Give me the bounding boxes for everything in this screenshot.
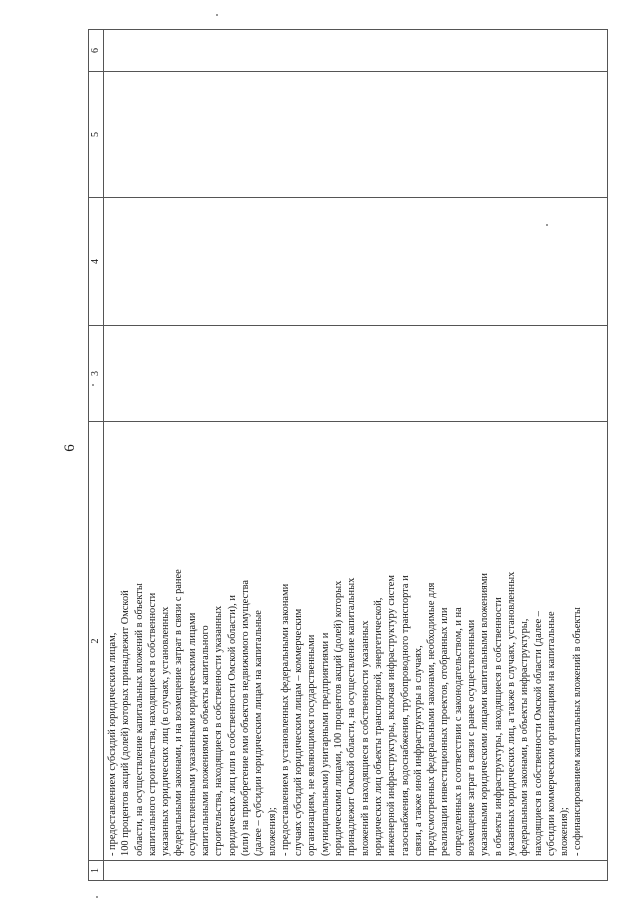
text-line: капитальными вложениями в объекты капитального bbox=[200, 625, 212, 856]
text-line: вложения); bbox=[266, 807, 278, 856]
text-line: строительства, находящиеся в собственности указанных bbox=[213, 605, 225, 856]
table-row bbox=[104, 30, 608, 881]
text-line: области, на осуществление капитальных вложений в объекты bbox=[133, 583, 145, 856]
text-line: в объекты инфраструктуры, находящиеся в собственности bbox=[492, 597, 504, 856]
column-header-3: 3 bbox=[89, 326, 104, 422]
text-line: вложений в находящиеся в собственности указанных bbox=[359, 620, 371, 856]
table-cell-col-4 bbox=[104, 198, 608, 326]
column-header-1: 1 bbox=[89, 861, 104, 881]
text-line: связи, а также иной инфраструктуры в случаях, bbox=[412, 645, 424, 856]
table-cell-col-1 bbox=[104, 861, 608, 881]
text-line: вложения); bbox=[559, 807, 571, 856]
text-line: капитального строительства, находящиеся в собственности bbox=[146, 592, 158, 856]
table-header-row bbox=[89, 30, 104, 881]
text-line: определенных в соответствии с законодательством, и на bbox=[452, 607, 464, 856]
text-line: 100 процентов акций (долей) которых принадлежит Омской bbox=[120, 590, 132, 856]
budget-table bbox=[88, 29, 608, 881]
page-number: 6 bbox=[62, 444, 78, 452]
text-line: реализации инвестиционных проектов, отобранных или bbox=[439, 607, 451, 856]
text-line: осуществленными указанными юридическими лицами bbox=[186, 612, 198, 856]
text-line: инженерной инфраструктуры, включая инфраструктуру систем bbox=[386, 575, 398, 856]
column-header-2: 2 bbox=[89, 422, 104, 861]
text-line: - предоставлением в установленных федеральными законами bbox=[279, 583, 291, 856]
text-line: субсидии коммерческим организациям на капитальные bbox=[545, 611, 557, 856]
text-line: (или) на приобретение ими объектов недвижимого имущества bbox=[239, 579, 251, 856]
scan-speck bbox=[216, 14, 218, 16]
text-line: юридических лиц объекты транспортной, энергетической, bbox=[372, 597, 384, 856]
text-line: юридических лиц или в собственности Омской области), и bbox=[226, 595, 238, 856]
table-cell-col-5 bbox=[104, 72, 608, 198]
text-line: указанных юридических лиц, а также в случаях, установленных bbox=[505, 571, 517, 856]
text-line: предусмотренных федеральными законами, необходимые для bbox=[426, 582, 438, 856]
text-line: газоснабжения, водоснабжения, трубопроводного транспорта и bbox=[399, 575, 411, 856]
column-header-4: 4 bbox=[89, 198, 104, 326]
text-line: организациям, не являющимся государственными bbox=[306, 634, 318, 856]
text-line: случаях субсидий юридическим лицам – коммерческим bbox=[293, 608, 305, 856]
table-cell-col-6 bbox=[104, 30, 608, 72]
text-line: находящиеся в собственности Омской области (далее – bbox=[532, 611, 544, 856]
column-header-6: 6 bbox=[89, 30, 104, 72]
table-cell-description bbox=[104, 422, 608, 861]
text-line: федеральными законами, и на возмещение затрат в связи с ранее bbox=[173, 569, 185, 856]
rotated-table-area bbox=[88, 30, 608, 881]
column-header-5: 5 bbox=[89, 72, 104, 198]
text-line: юридическими лицами, 100 процентов акций (долей) которых bbox=[333, 580, 345, 856]
scan-speck bbox=[96, 896, 98, 898]
text-line: указанных юридических лиц (в случаях, установленных bbox=[160, 606, 172, 856]
text-line: (далее – субсидии юридическим лицам на капитальные bbox=[253, 610, 265, 856]
table-cell-col-3 bbox=[104, 326, 608, 422]
description-text bbox=[106, 425, 585, 856]
text-line: (муниципальными) унитарными предприятиями и bbox=[319, 632, 331, 856]
text-line: - предоставлением субсидий юридическим лицам, bbox=[107, 632, 118, 856]
text-line: принадлежит Омской области, на осуществление капитальных bbox=[346, 577, 358, 856]
text-line: указанными юридическими лицами капитальными вложениями bbox=[479, 573, 491, 856]
text-line: - софинансированием капитальных вложений в объекты bbox=[572, 607, 584, 856]
text-line: возмещение затрат в связи с ранее осуществленными bbox=[466, 619, 478, 856]
text-line: федеральными законами, в объекты инфраструктуры, bbox=[519, 618, 531, 856]
